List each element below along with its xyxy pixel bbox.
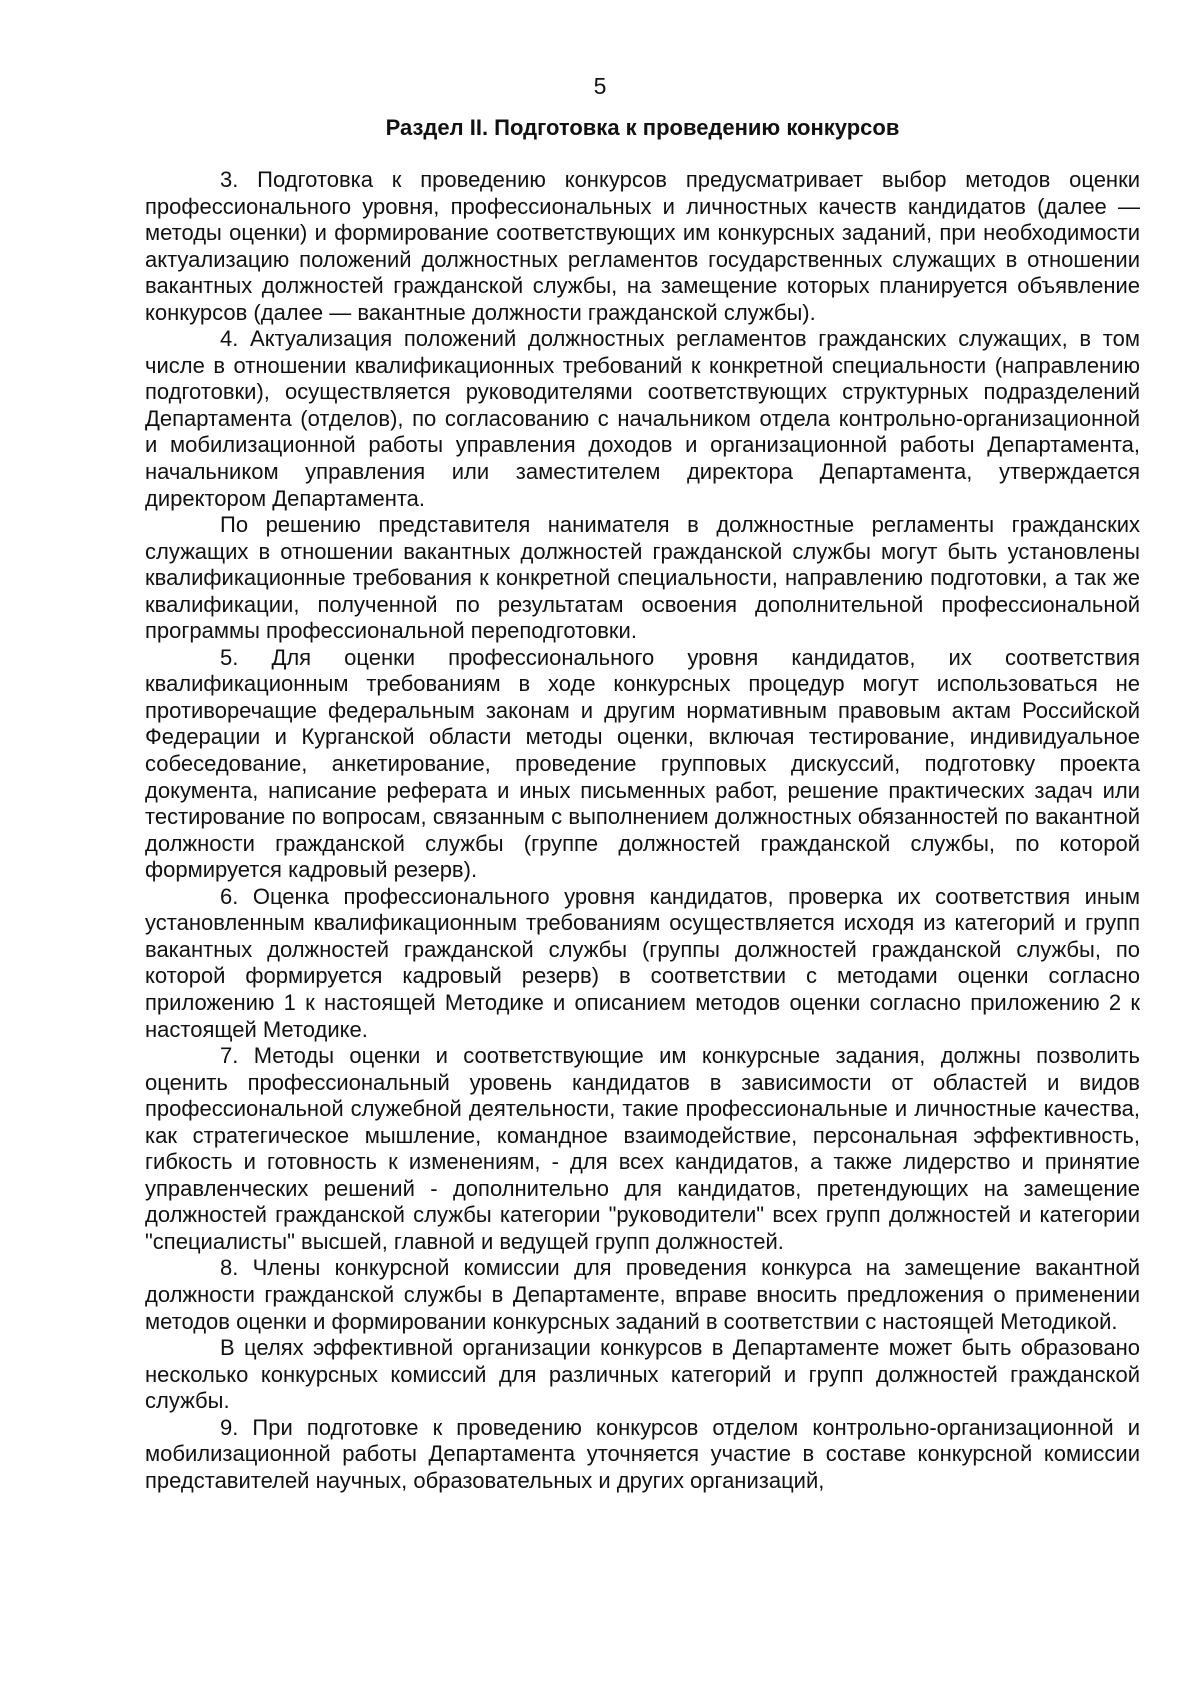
section-title: Раздел II. Подготовка к проведению конкурсов: [385, 115, 900, 140]
paragraph-8-continuation: В целях эффективной организации конкурсов в Департаменте может быть образовано несколько конкурсных комиссий для различных категорий и групп должностей гражданской службы.: [145, 1335, 1140, 1414]
paragraph-9: 9. При подготовке к проведению конкурсов отделом контрольно-организационной и мобилизационной работы Департамента уточняется участие в составе конкурсной комиссии представителей научных, образовательных и других организаций,: [145, 1414, 1140, 1493]
page-number: 5: [593, 73, 607, 99]
paragraph-6: 6. Оценка профессионального уровня кандидатов, проверка их соответствия иным установленным квалификационным требованиям осуществляется исходя из категорий и групп вакантных должностей гражданской службы (группы должностей гражданской службы, по которой формируется кадровый резерв) в соответствии с методами оценки согласно приложению 1 к настоящей Методике и описанием методов оценки согласно приложению 2 к настоящей Методике.: [145, 883, 1140, 1042]
document-body: [145, 167, 1140, 1494]
paragraph-7: 7. Методы оценки и соответствующие им конкурсные задания, должны позволить оценить профессиональный уровень кандидатов в зависимости от областей и видов профессиональной служебной деятельности, такие профессиональные и личностные качества, как стратегическое мышление, командное взаимодействие, персональная эффективность, гибкость и готовность к изменениям, - для всех кандидатов, а также лидерство и принятие управленческих решений - дополнительно для кандидатов, претендующих на замещение должностей гражданской службы категории "руководители" всех групп должностей и категории "специалисты" высшей, главной и ведущей групп должностей.: [145, 1043, 1140, 1254]
paragraph-8: 8. Члены конкурсной комиссии для проведения конкурса на замещение вакантной должности гражданской службы в Департаменте, вправе вносить предложения о применении методов оценки и формировании конкурсных заданий в соответствии с настоящей Методикой.: [145, 1255, 1140, 1334]
paragraph-4: 4. Актуализация положений должностных регламентов гражданских служащих, в том числе в отношении квалификационных требований к конкретной специальности (направлению подготовки), осуществляется руководителями соответствующих структурных подразделений Департамента (отделов), по согласованию с начальником отдела контрольно-организационной и мобилизационной работы управления доходов и организационной работы Департамента, начальником управления или заместителем директора Департамента, утверждается директором Департамента.: [145, 326, 1140, 511]
paragraph-3: 3. Подготовка к проведению конкурсов предусматривает выбор методов оценки профессионального уровня, профессиональных и личностных качеств кандидатов (далее — методы оценки) и формирование соответствующих им конкурсных заданий, при необходимости актуализацию положений должностных регламентов государственных служащих в отношении вакантных должностей гражданской службы, на замещение которых планируется объявление конкурсов (далее — вакантные должности гражданской службы).: [145, 167, 1140, 325]
paragraph-5: 5. Для оценки профессионального уровня кандидатов, их соответствия квалификационным требованиям в ходе конкурсных процедур могут использоваться не противоречащие федеральным законам и другим нормативным правовым актам Российской Федерации и Курганской области методы оценки, включая тестирование, индивидуальное собеседование, анкетирование, проведение групповых дискуссий, подготовку проекта документа, написание реферата и иных письменных работ, решение практических задач или тестирование по вопросам, связанным с выполнением должностных обязанностей по вакантной должности гражданской службы (группе должностей гражданской службы, по которой формируется кадровый резерв).: [145, 644, 1140, 883]
paragraph-4-continuation: По решению представителя нанимателя в должностные регламенты гражданских служащих в отношении вакантных должностей гражданской службы могут быть установлены квалификационные требования к конкретной специальности, направлению подготовки, а так же квалификации, полученной по результатам освоения дополнительной профессиональной программы профессиональной переподготовки.: [145, 512, 1140, 644]
